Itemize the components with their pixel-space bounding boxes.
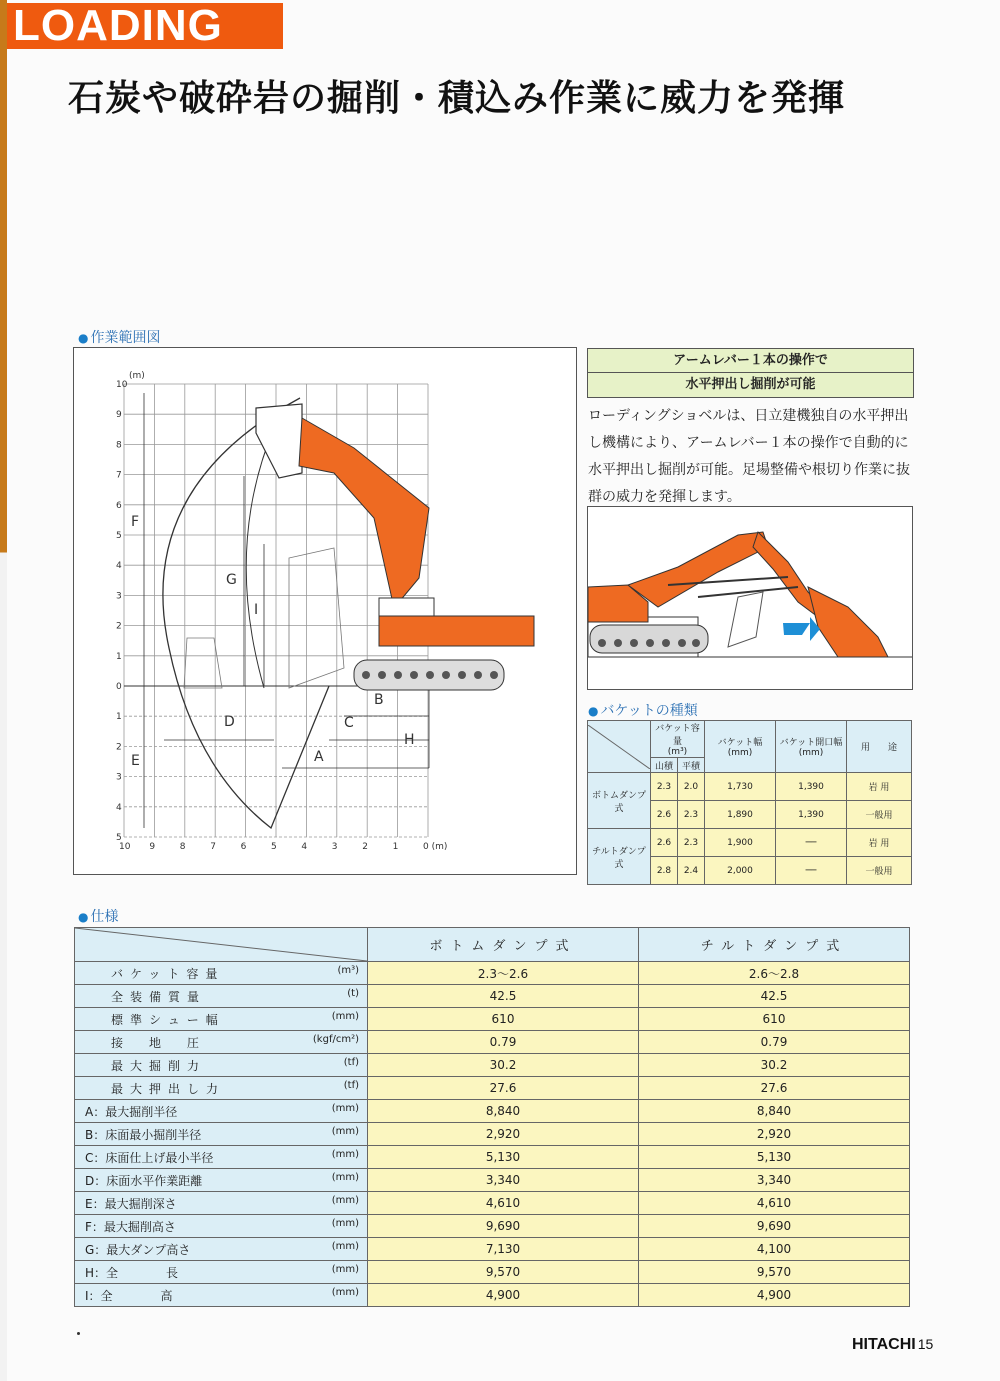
description-line: ローディングショベルは、日立建機独自の水平押出	[588, 408, 909, 424]
track-roller	[442, 671, 450, 679]
spec-tilt-value: 9,570	[639, 1261, 910, 1284]
spec-label: A：最大掘削半径	[85, 1104, 178, 1119]
working-range-svg	[74, 348, 576, 874]
track-roller	[474, 671, 482, 679]
dimension-label-c: C	[344, 715, 354, 731]
dimension-label-e: E	[131, 753, 140, 769]
opening-cell: ──	[776, 857, 847, 885]
x-tick-label: 4	[301, 842, 308, 852]
spec-tilt-value: 5,130	[639, 1146, 910, 1169]
spec-label-cell	[75, 1077, 368, 1100]
heap-cell: 2.8	[651, 857, 678, 885]
brand-logo: HITACHI	[852, 1336, 916, 1353]
track-roller	[490, 671, 498, 679]
spec-unit: (mm)	[331, 1010, 359, 1022]
spec-tilt-value: 30.2	[639, 1054, 910, 1077]
spec-label: E：最大掘削深さ	[85, 1196, 177, 1211]
dimension-label-a: A	[314, 749, 324, 765]
raised-bucket	[256, 404, 302, 478]
tilt-dump-header: チルトダンプ式	[639, 928, 910, 962]
use-cell: 岩 用	[847, 773, 912, 801]
x-tick-label: 5	[271, 842, 277, 852]
group-name: ボトムダンプ式	[588, 773, 651, 829]
heap-header: 山積	[651, 758, 678, 773]
spec-row	[75, 985, 910, 1008]
page-speck	[77, 1332, 80, 1335]
spec-row	[75, 1169, 910, 1192]
opening-cell: 1,390	[776, 773, 847, 801]
arm-outline	[289, 548, 344, 688]
spec-label: I：全 高	[85, 1288, 173, 1303]
spec-tilt-value: 610	[639, 1008, 910, 1031]
spec-label-cell	[75, 962, 368, 985]
y-tick-label: 4	[116, 802, 122, 813]
spec-bottom-value: 610	[368, 1008, 639, 1031]
x-unit-label: 0 (m)	[423, 842, 448, 852]
heap-cell: 2.6	[651, 829, 678, 857]
spec-unit: (kgf/cm²)	[312, 1033, 359, 1045]
spec-label: 全装備質量	[111, 989, 207, 1004]
spec-row	[75, 1192, 910, 1215]
spec-bottom-value: 42.5	[368, 985, 639, 1008]
opening-cell: 1,390	[776, 801, 847, 829]
spec-tilt-value: 8,840	[639, 1100, 910, 1123]
y-tick-label: 9	[116, 410, 122, 421]
callout-line-1: アームレバー１本の操作で	[673, 353, 828, 368]
track-roller	[378, 671, 386, 679]
use-cell: 岩 用	[847, 829, 912, 857]
spec-bottom-value: 3,340	[368, 1169, 639, 1192]
spec-label: D：床面水平作業距離	[85, 1173, 203, 1188]
spec-unit: (tf)	[343, 1056, 359, 1068]
spec-unit: (mm)	[331, 1240, 359, 1252]
spec-tilt-value: 4,100	[639, 1238, 910, 1261]
x-tick-label: 1	[392, 842, 399, 852]
spec-label: 接 地 圧	[111, 1035, 207, 1050]
spec-label-cell	[75, 1146, 368, 1169]
spec-bottom-value: 5,130	[368, 1146, 639, 1169]
width-cell: 1,730	[705, 773, 776, 801]
spec-label-cell	[75, 985, 368, 1008]
spec-label: B：床面最小掘削半径	[85, 1127, 202, 1142]
description-line: し機構により、アームレバー１本の操作で自動的に	[588, 435, 909, 451]
track-roller	[458, 671, 466, 679]
spec-row	[75, 1146, 910, 1169]
spec-tilt-value: 4,610	[639, 1192, 910, 1215]
y-tick-label: 3	[116, 772, 122, 783]
y-tick-label: 8	[116, 440, 122, 451]
track-roller	[426, 671, 434, 679]
spec-label: 標準シュー幅	[111, 1012, 225, 1027]
track-roller	[362, 671, 370, 679]
width-cell: 1,900	[705, 829, 776, 857]
flat-header: 平積	[678, 758, 705, 773]
description-line: 群の威力を発揮します。	[588, 489, 741, 505]
dimension-label-g: G	[226, 572, 237, 588]
spec-bottom-value: 30.2	[368, 1054, 639, 1077]
track-roller	[410, 671, 418, 679]
dimension-label-d: D	[224, 714, 235, 730]
spec-row	[75, 1123, 910, 1146]
callout-line-2: 水平押出し掘削が可能	[588, 372, 913, 396]
spec-bottom-value: 8,840	[368, 1100, 639, 1123]
spec-label-cell	[75, 1008, 368, 1031]
spec-tilt-value: 42.5	[639, 985, 910, 1008]
page-edge	[0, 0, 7, 1381]
spec-tilt-value: 9,690	[639, 1215, 910, 1238]
spec-unit: (m³)	[337, 964, 359, 976]
spec-tilt-value: 4,900	[639, 1284, 910, 1307]
spec-label-cell	[75, 1238, 368, 1261]
feature-callout	[587, 348, 914, 398]
use-cell: 一般用	[847, 857, 912, 885]
spec-section-title: ● 仕様	[78, 909, 119, 925]
spec-unit: (mm)	[331, 1263, 359, 1275]
flat-cell: 2.0	[678, 773, 705, 801]
y-tick-label: 10	[116, 380, 128, 390]
spec-label-cell	[75, 1192, 368, 1215]
spec-label: 最大掘削力	[111, 1058, 207, 1073]
table-row	[588, 773, 912, 801]
spec-tilt-value: 0.79	[639, 1031, 910, 1054]
y-tick-label: 6	[116, 500, 122, 511]
y-tick-label: 3	[116, 591, 122, 602]
spec-tilt-value: 3,340	[639, 1169, 910, 1192]
spec-label-cell	[75, 1169, 368, 1192]
opening-header: バケット開口幅 (mm)	[776, 721, 847, 773]
capacity-header: バケット容量 (m³)	[651, 721, 705, 758]
section-banner: LOADING	[7, 3, 283, 49]
dimension-label-b: B	[374, 692, 384, 708]
dimension-label-h: H	[404, 732, 415, 748]
x-tick-label: 9	[149, 842, 156, 852]
spec-tilt-value: 2,920	[639, 1123, 910, 1146]
page-headline: 石炭や破砕岩の掘削・積込み作業に威力を発揮	[68, 78, 846, 119]
y-tick-label: 2	[116, 742, 122, 753]
bucket-types-table	[587, 720, 912, 885]
spec-label-cell	[75, 1031, 368, 1054]
dimension-label-i: I	[254, 602, 259, 618]
inner-envelope	[246, 428, 274, 688]
y-tick-label: 1	[116, 651, 122, 662]
spec-unit: (mm)	[331, 1194, 359, 1206]
spec-row	[75, 1261, 910, 1284]
spec-bottom-value: 4,900	[368, 1284, 639, 1307]
flat-cell: 2.4	[678, 857, 705, 885]
spec-unit: (mm)	[331, 1286, 359, 1298]
spec-label: G：最大ダンプ高さ	[85, 1242, 191, 1257]
page-footer	[852, 1336, 933, 1354]
y-tick-label: 0	[116, 682, 122, 692]
spec-bottom-value: 4,610	[368, 1192, 639, 1215]
loader-illustration-svg	[588, 507, 912, 689]
spec-row	[75, 1008, 910, 1031]
spec-label: F：最大掘削高さ	[85, 1219, 176, 1234]
spec-tilt-value: 27.6	[639, 1077, 910, 1100]
spec-table	[74, 927, 910, 1307]
table-row	[588, 829, 912, 857]
bucket-outline	[184, 638, 222, 688]
x-tick-label: 6	[240, 842, 247, 852]
spec-unit: (tf)	[343, 1079, 359, 1091]
bullet-icon: ●	[78, 910, 89, 924]
spec-unit: (mm)	[331, 1102, 359, 1114]
heap-cell: 2.6	[651, 801, 678, 829]
spec-label: C：床面仕上げ最小半径	[85, 1150, 214, 1165]
x-tick-label: 10	[119, 842, 131, 852]
y-tick-label: 7	[116, 470, 122, 481]
dimension-label-f: F	[131, 514, 140, 530]
spec-row	[75, 962, 910, 985]
y-tick-label: 2	[116, 621, 122, 632]
use-header: 用 途	[847, 721, 912, 773]
width-cell: 2,000	[705, 857, 776, 885]
x-tick-label: 3	[331, 842, 338, 852]
spec-unit: (mm)	[331, 1171, 359, 1183]
spec-unit: (t)	[347, 987, 359, 999]
width-cell: 1,890	[705, 801, 776, 829]
opening-cell: ──	[776, 829, 847, 857]
spec-row	[75, 1054, 910, 1077]
spec-bottom-value: 9,570	[368, 1261, 639, 1284]
spec-tilt-value: 2.6～2.8	[639, 962, 910, 985]
spec-label-cell	[75, 1123, 368, 1146]
spec-bottom-value: 27.6	[368, 1077, 639, 1100]
flat-cell: 2.3	[678, 829, 705, 857]
spec-unit: (mm)	[331, 1217, 359, 1229]
page-number: 15	[917, 1336, 934, 1352]
spec-bottom-value: 9,690	[368, 1215, 639, 1238]
range-section-title: ● 作業範囲図	[78, 330, 161, 346]
bullet-icon: ●	[588, 704, 599, 718]
spec-label: 最大押出し力	[111, 1081, 226, 1096]
diagonal-header-cell	[75, 928, 368, 962]
spec-row	[75, 1031, 910, 1054]
bucket-section-title: ● バケットの種類	[588, 703, 698, 719]
spec-label: バケット容量	[111, 966, 225, 981]
spec-row	[75, 1215, 910, 1238]
y-tick-label: 5	[116, 531, 122, 541]
spec-unit: (mm)	[331, 1125, 359, 1137]
group-name: チルトダンプ式	[588, 829, 651, 885]
spec-bottom-value: 2.3～2.6	[368, 962, 639, 985]
spec-row	[75, 1077, 910, 1100]
spec-row	[75, 1100, 910, 1123]
y-unit-label: (m)	[129, 371, 145, 381]
spec-label-cell	[75, 1284, 368, 1307]
push-arrow-icon	[783, 623, 810, 635]
machine-body	[379, 616, 534, 646]
spec-unit: (mm)	[331, 1148, 359, 1160]
use-cell: 一般用	[847, 801, 912, 829]
spec-row	[75, 1238, 910, 1261]
boom-arm	[299, 418, 429, 608]
y-tick-label: 5	[116, 833, 122, 843]
diagonal-header-cell	[588, 721, 651, 773]
heap-cell: 2.3	[651, 773, 678, 801]
bottom-dump-header: ボトムダンプ式	[368, 928, 639, 962]
feature-description	[588, 403, 914, 511]
spec-label-cell	[75, 1054, 368, 1077]
width-header: バケット幅 (mm)	[705, 721, 776, 773]
x-tick-label: 8	[179, 842, 186, 852]
x-tick-label: 2	[362, 842, 368, 852]
description-line: 水平押出し掘削が可能。足場整備や根切り作業に抜	[588, 462, 910, 478]
spec-row	[75, 1284, 910, 1307]
spec-label-cell	[75, 1215, 368, 1238]
bullet-icon: ●	[78, 331, 89, 345]
flat-cell: 2.3	[678, 801, 705, 829]
spec-bottom-value: 7,130	[368, 1238, 639, 1261]
spec-bottom-value: 2,920	[368, 1123, 639, 1146]
x-tick-label: 7	[210, 842, 216, 852]
spec-bottom-value: 0.79	[368, 1031, 639, 1054]
spec-label: H：全 長	[85, 1265, 179, 1280]
push-excavation-illustration	[587, 506, 913, 690]
working-range-diagram	[73, 347, 577, 875]
y-tick-label: 4	[116, 561, 122, 572]
spec-label-cell	[75, 1261, 368, 1284]
track-roller	[394, 671, 402, 679]
spec-label-cell	[75, 1100, 368, 1123]
y-tick-label: 1	[116, 712, 122, 723]
track	[590, 625, 708, 653]
